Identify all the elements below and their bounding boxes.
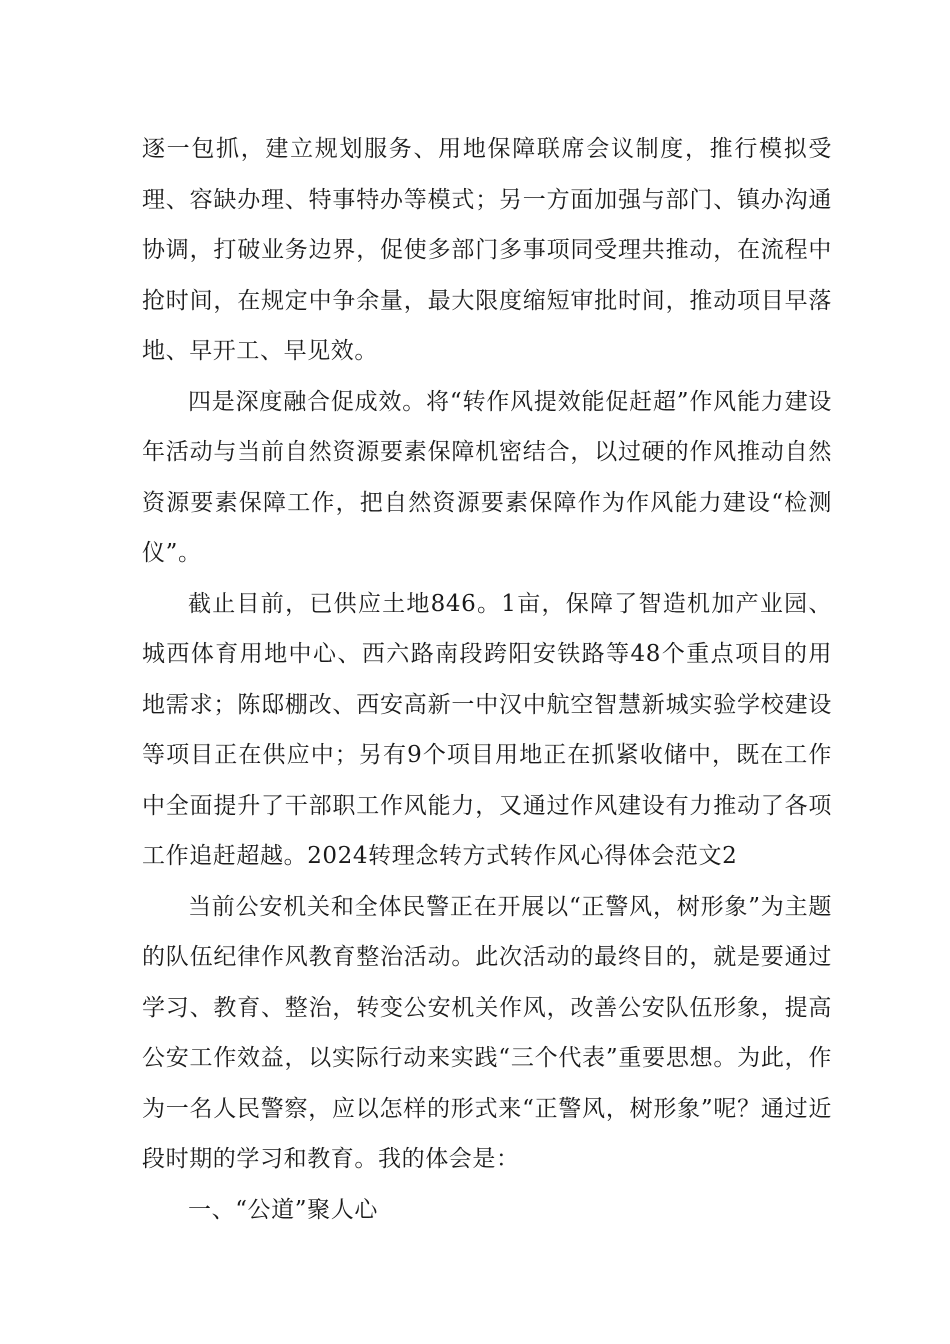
- paragraph-point-four: 四是深度融合促成效。将“转作风提效能促赶超”作风能力建设年活动与当前自然资源要素保障机密结合，以过硬的作风推动自然资源要素保障工作，把自然资源要素保障作为作风能力建设“检测仪”。: [142, 388, 832, 566]
- paragraph-police-intro: 当前公安机关和全体民警正在开展以“正警风，树形象”为主题的队伍纪律作风教育整治活动。此次活动的最终目的，就是要通过学习、教育、整治，转变公安机关作风，改善公安队伍形象，提高公安工作效益，以实际行动来实践“三个代表”重要思想。为此，作为一名人民警察，应以怎样的形式来“正警风，树形象”呢？通过近段时期的学习和教育。我的体会是：: [142, 893, 832, 1172]
- document-body: [142, 124, 832, 1235]
- paragraph-results: 截止目前，已供应土地846。1亩，保障了智造机加产业园、城西体育用地中心、西六路南段跨阳安铁路等48个重点项目的用地需求；陈邸棚改、西安高新一中汉中航空智慧新城实验学校建设等项目正在供应中；另有9个项目用地正在抓紧收储中，既在工作中全面提升了干部职工作风能力，又通过作风建设有力推动了各项工作追赶超越。2024转理念转方式转作风心得体会范文2: [142, 590, 832, 869]
- paragraph-continuation: 逐一包抓，建立规划服务、用地保障联席会议制度，推行模拟受理、容缺办理、特事特办等模式；另一方面加强与部门、镇办沟通协调，打破业务边界，促使多部门多事项同受理共推动，在流程中抢时间，在规定中争余量，最大限度缩短审批时间，推动项目早落地、早开工、早见效。: [142, 136, 832, 364]
- section-heading: 一、“公道”聚人心: [188, 1196, 378, 1223]
